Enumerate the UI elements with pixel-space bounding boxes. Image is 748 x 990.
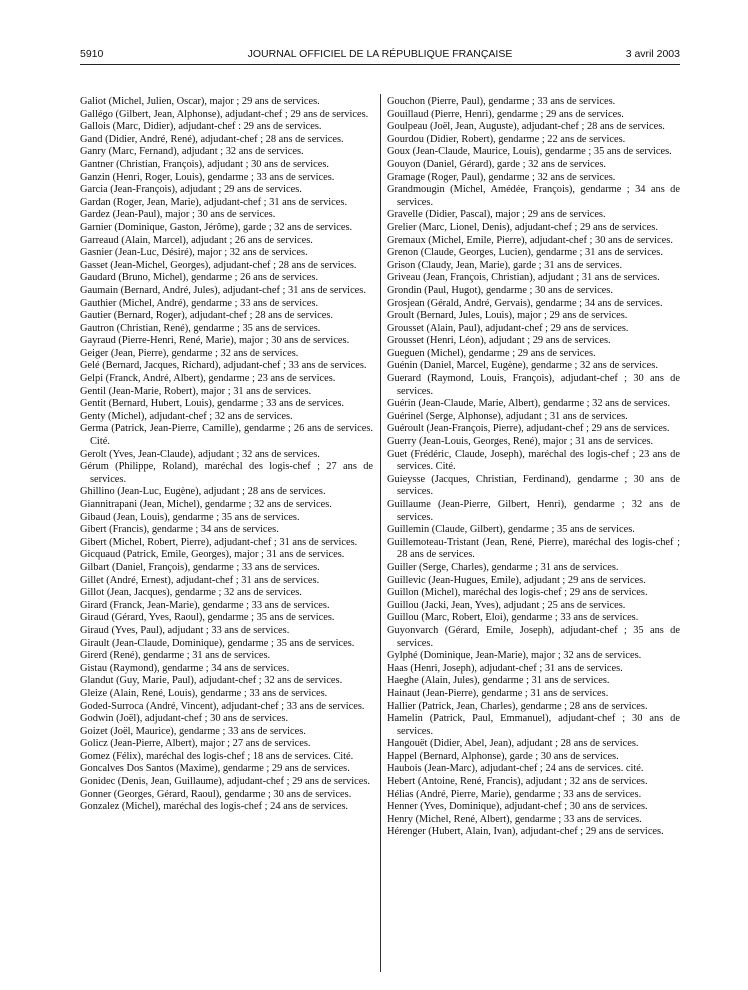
list-item: Goizet (Joël, Maurice), gendarme ; 33 ans de services.	[80, 725, 306, 737]
list-item: Guérin (Jean-Claude, Marie, Albert), gendarme ; 32 ans de services.	[387, 398, 671, 410]
list-item: Garnier (Dominique, Gaston, Jérôme), garde ; 32 ans de services.	[80, 221, 353, 233]
list-item: Gentil (Jean-Marie, Robert), major ; 31 ans de services.	[80, 385, 312, 397]
list-item: Girard (Franck, Jean-Marie), gendarme ; 33 ans de services.	[80, 599, 330, 611]
list-item: Guillon (Michel), maréchal des logis-chef ; 29 ans de services.	[387, 587, 648, 599]
list-item: Grandmougin (Michel, Amédée, François), gendarme ; 34 ans de services.	[387, 184, 680, 208]
list-item: Gueguen (Michel), gendarme ; 29 ans de services.	[387, 347, 596, 359]
list-item: Guerry (Jean-Louis, Georges, René), major ; 31 ans de services.	[387, 436, 654, 448]
list-item: Gillet (André, Ernest), adjudant-chef ; 31 ans de services.	[80, 574, 320, 586]
list-item: Gand (Didier, André, René), adjudant-chef ; 28 ans de services.	[80, 133, 344, 145]
list-item: Gardan (Roger, Jean, Marie), adjudant-chef ; 31 ans de services.	[80, 196, 348, 208]
page-number: 5910	[80, 48, 104, 60]
list-item: Godwin (Joël), adjudant-chef ; 30 ans de services.	[80, 713, 289, 725]
list-item: Girerd (René), gendarme ; 31 ans de services.	[80, 650, 271, 662]
list-item: Gasset (Jean-Michel, Georges), adjudant-chef ; 28 ans de services.	[80, 259, 357, 271]
list-item: Ghillino (Jean-Luc, Eugène), adjudant ; 28 ans de services.	[80, 486, 326, 498]
list-item: Guillou (Marc, Robert, Eloi), gendarme ; 33 ans de services.	[387, 612, 639, 624]
list-item: Grousset (Henri, Léon), adjudant ; 29 ans de services.	[387, 335, 611, 347]
list-item: Grondin (Paul, Hugot), gendarme ; 30 ans de services.	[387, 284, 613, 296]
publication-date: 3 avril 2003	[625, 48, 680, 60]
list-item: Gantner (Christian, François), adjudant ; 30 ans de services.	[80, 158, 330, 170]
list-item: Geiger (Jean, Pierre), gendarme ; 32 ans de services.	[80, 347, 299, 359]
list-item: Gelpi (Franck, André, Albert), gendarme ; 23 ans de services.	[80, 373, 336, 385]
list-item: Giannitrapani (Jean, Michel), gendarme ; 32 ans de services.	[80, 499, 332, 510]
list-item: Guyonvarch (Gérard, Emile, Joseph), adjudant-chef ; 35 ans de services.	[387, 624, 680, 649]
list-item: Gibert (Francis), gendarme ; 34 ans de services.	[80, 524, 279, 536]
list-item: Ganry (Marc, Fernand), adjudant ; 32 ans de services.	[80, 146, 304, 158]
list-item: Gibert (Michel, Robert, Pierre), adjudant-chef ; 31 ans de services.	[80, 536, 358, 548]
list-item: Gourdou (Didier, Robert), gendarme ; 22 ans de services.	[387, 133, 626, 145]
left-column	[80, 96, 373, 814]
list-item: Gasnier (Jean-Luc, Désiré), major ; 32 ans de services.	[80, 247, 308, 259]
list-item: Guillou (Jacki, Jean, Yves), adjudant ; 25 ans de services.	[387, 599, 626, 611]
list-item: Hangouët (Didier, Abel, Jean), adjudant ; 28 ans de services.	[387, 738, 639, 750]
list-item: Goulpeau (Joël, Jean, Auguste), adjudant-chef ; 28 ans de services.	[387, 121, 665, 133]
list-item: Gonzalez (Michel), maréchal des logis-chef ; 24 ans de services.	[80, 801, 349, 813]
list-item: Guieysse (Jacques, Christian, Ferdinand), gendarme ; 30 ans de services.	[387, 473, 680, 498]
list-item: Grenon (Claude, Georges, Lucien), gendarme ; 31 ans de services.	[387, 247, 663, 259]
list-item: Haas (Henri, Joseph), adjudant-chef ; 31 ans de services.	[387, 662, 623, 674]
list-item: Gonidec (Denis, Jean, Guillaume), adjudant-chef ; 29 ans de services.	[80, 776, 370, 788]
list-item: Gravelle (Didier, Pascal), major ; 29 ans de services.	[387, 209, 606, 221]
list-item: Haubois (Jean-Marc), adjudant-chef ; 24 ans de services. cité.	[387, 763, 644, 775]
list-item: Gentit (Bernard, Hubert, Louis), gendarme ; 33 ans de services.	[80, 398, 345, 410]
list-item: Guénin (Daniel, Marcel, Eugène), gendarme ; 32 ans de services.	[387, 360, 658, 372]
list-item: Hainaut (Jean-Pierre), gendarme ; 31 ans de services.	[387, 687, 609, 699]
list-item: Gallégo (Gilbert, Jean, Alphonse), adjudant-chef ; 29 ans de services.	[80, 108, 369, 120]
list-item: Gallois (Marc, Didier), adjudant-chef : 29 ans de services.	[80, 121, 322, 133]
list-item: Hallier (Patrick, Jean, Charles), gendarme ; 28 ans de services.	[387, 700, 648, 712]
list-item: Giraud (Gérard, Yves, Raoul), gendarme ; 35 ans de services.	[80, 612, 335, 624]
list-item: Hamelin (Patrick, Paul, Emmanuel), adjudant-chef ; 30 ans de services.	[387, 713, 680, 737]
list-item: Giraud (Yves, Paul), adjudant ; 33 ans de services.	[80, 624, 290, 636]
list-item: Girault (Jean-Claude, Dominique), gendarme ; 35 ans de services.	[80, 637, 355, 649]
list-item: Gautier (Bernard, Roger), adjudant-chef ; 28 ans de services.	[80, 310, 334, 322]
right-column	[387, 96, 680, 839]
list-item: Grelier (Marc, Lionel, Denis), adjudant-chef ; 29 ans de services.	[387, 221, 658, 233]
list-item: Golicz (Jean-Pierre, Albert), major ; 27 ans de services.	[80, 738, 311, 750]
list-item: Guet (Frédéric, Claude, Joseph), maréchal des logis-chef ; 23 ans de services. Cité.	[387, 448, 680, 473]
list-item: Gillot (Jean, Jacques), gendarme ; 32 ans de services.	[80, 587, 302, 599]
list-item: Gylphé (Dominique, Jean-Marie), major ; 32 ans de services.	[387, 650, 642, 662]
list-item: Gautron (Christian, René), gendarme ; 35 ans de services.	[80, 322, 321, 334]
list-item: Garreaud (Alain, Marcel), adjudant ; 26 ans de services.	[80, 234, 313, 246]
list-item: Hérenger (Hubert, Alain, Ivan), adjudant-chef ; 29 ans de services.	[387, 826, 664, 838]
list-item: Gibaud (Jean, Louis), gendarme ; 35 ans de services.	[80, 511, 300, 523]
list-item: Gramage (Roger, Paul), gendarme ; 32 ans de services.	[387, 171, 616, 183]
list-item: Gayraud (Pierre-Henri, René, Marie), major ; 30 ans de services.	[80, 335, 350, 347]
list-item: Henry (Michel, René, Albert), gendarme ; 33 ans de services.	[387, 813, 642, 825]
list-item: Goded-Surroca (André, Vincent), adjudant-chef ; 33 ans de services.	[80, 700, 365, 712]
list-item: Glandut (Guy, Marie, Paul), adjudant-chef ; 32 ans de services.	[80, 675, 343, 687]
list-item: Gérum (Philippe, Roland), maréchal des logis-chef ; 27 ans de services.	[80, 461, 373, 485]
journal-title: JOURNAL OFFICIEL DE LA RÉPUBLIQUE FRANÇAISE	[247, 48, 513, 60]
list-item: Gomez (Félix), maréchal des logis-chef ; 18 ans de services. Cité.	[80, 750, 354, 762]
list-item: Gelé (Bernard, Jacques, Richard), adjudant-chef ; 33 ans de services.	[80, 360, 367, 372]
list-item: Hélias (André, Pierre, Marie), gendarme ; 33 ans de services.	[387, 788, 642, 800]
list-item: Grosjean (Gérald, André, Gervais), gendarme ; 34 ans de services.	[387, 297, 663, 309]
list-item: Gonner (Georges, Gérard, Raoul), gendarme ; 30 ans de services.	[80, 788, 352, 800]
column-divider	[380, 94, 381, 972]
list-item: Gauthier (Michel, André), gendarme ; 33 ans de services.	[80, 297, 319, 309]
list-item: Gistau (Raymond), gendarme ; 34 ans de services.	[80, 662, 290, 674]
list-item: Happel (Bernard, Alphonse), garde ; 30 ans de services.	[387, 750, 619, 762]
list-item: Gaumain (Bernard, André, Jules), adjudant-chef ; 31 ans de services.	[80, 284, 366, 296]
list-item: Gerolt (Yves, Jean-Claude), adjudant ; 32 ans de services.	[80, 448, 320, 460]
list-item: Gleize (Alain, René, Louis), gendarme ; 33 ans de services.	[80, 687, 328, 699]
list-item: Gaudard (Bruno, Michel), gendarme ; 26 ans de services.	[80, 272, 319, 284]
list-item: Genty (Michel), adjudant-chef ; 32 ans de services.	[80, 410, 293, 422]
list-item: Guillaume (Jean-Pierre, Gilbert, Henri), gendarme ; 32 ans de services.	[387, 499, 680, 523]
list-item: Gilbart (Daniel, François), gendarme ; 33 ans de services.	[80, 561, 320, 573]
list-item: Guillevic (Jean-Hugues, Emile), adjudant ; 29 ans de services.	[387, 574, 646, 586]
list-item: Gremaux (Michel, Emile, Pierre), adjudant-chef ; 30 ans de services.	[387, 234, 673, 246]
list-item: Gouillaud (Pierre, Henri), gendarme ; 29 ans de services.	[387, 108, 624, 120]
list-item: Galiot (Michel, Julien, Oscar), major ; 29 ans de services.	[80, 96, 320, 107]
list-item: Hebert (Antoine, René, Francis), adjudant ; 32 ans de services.	[387, 776, 648, 788]
list-item: Guillemin (Claude, Gilbert), gendarme ; 35 ans de services.	[387, 524, 635, 536]
list-item: Guiller (Serge, Charles), gendarme ; 31 ans de services.	[387, 561, 619, 573]
list-item: Ganzin (Henri, Roger, Louis), gendarme ; 33 ans de services.	[80, 171, 335, 183]
list-item: Guerard (Raymond, Louis, François), adjudant-chef ; 30 ans de services.	[387, 373, 680, 397]
list-item: Germa (Patrick, Jean-Pierre, Camille), gendarme ; 26 ans de services. Cité.	[80, 423, 373, 448]
list-item: Guillemoteau-Tristant (Jean, René, Pierre), maréchal des logis-chef ; 28 ans de services.	[387, 536, 680, 561]
list-item: Garcia (Jean-François), adjudant ; 29 ans de services.	[80, 184, 302, 196]
list-item: Haeghe (Alain, Jules), gendarme ; 31 ans de services.	[387, 675, 610, 687]
list-item: Gouchon (Pierre, Paul), gendarme ; 33 ans de services.	[387, 96, 616, 107]
list-item: Goncalves Dos Santos (Maxime), gendarme ; 29 ans de services.	[80, 763, 350, 775]
list-item: Grousset (Alain, Paul), adjudant-chef ; 29 ans de services.	[387, 322, 629, 334]
list-item: Gouyon (Daniel, Gérard), garde ; 32 ans de services.	[387, 158, 606, 170]
list-item: Grison (Claudy, Jean, Marie), garde ; 31 ans de services.	[387, 259, 623, 271]
header-rule	[80, 64, 680, 65]
list-item: Guéroult (Jean-François, Pierre), adjudant-chef ; 29 ans de services.	[387, 423, 670, 435]
list-item: Guérinel (Serge, Alphonse), adjudant ; 31 ans de services.	[387, 410, 628, 422]
list-item: Gicquaud (Patrick, Emile, Georges), major ; 31 ans de services.	[80, 549, 345, 561]
list-item: Groult (Bernard, Jules, Louis), major ; 29 ans de services.	[387, 310, 628, 322]
list-item: Henner (Yves, Dominique), adjudant-chef ; 30 ans de services.	[387, 801, 648, 813]
page-header	[80, 48, 680, 64]
list-item: Gardez (Jean-Paul), major ; 30 ans de services.	[80, 209, 276, 221]
list-item: Goux (Jean-Claude, Maurice, Louis), gendarme ; 35 ans de services.	[387, 146, 672, 158]
list-item: Griveau (Jean, François, Christian), adjudant ; 31 ans de services.	[387, 272, 660, 284]
